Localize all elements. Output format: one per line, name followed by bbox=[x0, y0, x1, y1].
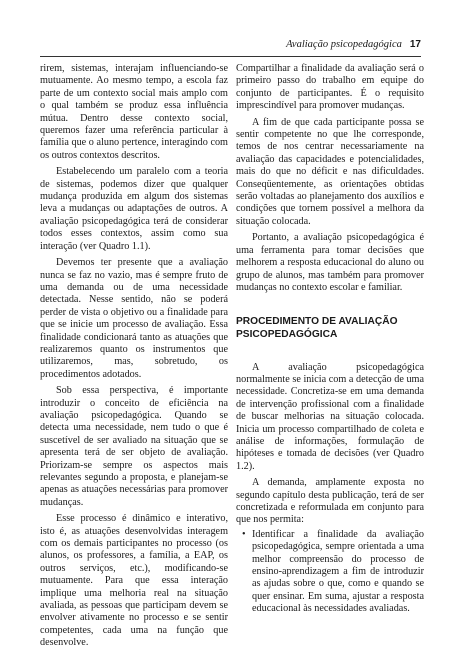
bullet-icon: • bbox=[242, 528, 246, 540]
paragraph: Estabelecendo um paralelo com a teoria de sistemas, podemos dizer que qualquer mudança produzida em algum dos sistemas leva a mudanças ou adaptações de outros. A avaliação psicopedagógica terá de considerar todos esses contextos, assim como sua interação (ver Quadro 1.1). bbox=[40, 166, 228, 252]
right-column bbox=[236, 63, 424, 616]
paragraph: A demanda, amplamente exposta no segundo capítulo desta publicação, terá de ser concretizada e reformulada em conjunto para que nos permita: bbox=[236, 477, 424, 526]
paragraph: A avaliação psicopedagógica normalmente se inicia com a detecção de uma necessidade. Concretiza-se em uma demanda de intervenção profissional com a finalidade de buscar melhorias na situação colocada. Inicia um processo compartilhado de coleta e análise de informações, formulação de hipóteses e tomada de decisões (ver Quadro 1.2). bbox=[236, 361, 424, 472]
paragraph: Esse processo é dinâmico e interativo, isto é, as atuações desenvolvidas interagem com os demais participantes no processo (os alunos, os professores, a família, a EAP, os outros serviços, etc.), modificando-se mutuamente. Para que essa interação implique uma melhoria real na situação avaliada, as pessoas que participam devem se envolver ativamente no processo e se sentir competentes, cada uma na função que desenvolve. bbox=[40, 513, 228, 649]
section-heading: PROCEDIMENTO DE AVALIAÇÃO PSICOPEDAGÓGICA bbox=[236, 316, 398, 340]
header-rule bbox=[40, 56, 421, 57]
paragraph: Compartilhar a finalidade da avaliação será o primeiro passo do trabalho em equipe do conjunto de participantes. É o requisito imprescindível para promover mudanças. bbox=[236, 63, 424, 112]
list-item bbox=[236, 529, 424, 616]
left-column bbox=[40, 63, 228, 650]
running-title: Avaliação psicopedagógica bbox=[286, 39, 402, 50]
bullet-list bbox=[236, 529, 424, 616]
paragraph: Portanto, a avaliação psicopedagógica é uma ferramenta para tomar decisões que melhorem a resposta educacional do aluno ou grupo de alunos, mas também para promover mudanças no contexto escolar e familiar. bbox=[236, 232, 424, 293]
list-item-text: Identificar a finalidade da avaliação psicopedagógica, sempre orientada a uma melhor compreensão do processo de ensino-aprendizagem a fim de introduzir as ajudas sobre o que, como e quando se quer ensinar. Em suma, ajustar a resposta educacional às necessidades avaliadas. bbox=[252, 528, 424, 615]
paragraph: rirem, sistemas, interajam influenciando-se mutuamente. Ao mesmo tempo, a escola faz parte de um contexto social mais amplo com o qual também se produz essa influência mútua. Dentro desse contexto social, queremos fazer uma referência particular à família que o aluno pertence, interagindo com os outros contextos descritos. bbox=[40, 63, 228, 161]
paragraph: A fim de que cada participante possa se sentir competente no que lhe corresponde, temos de nos centrar necessariamente na avaliação das capacidades e potencialidades, mais do que no déficit e nas dificuldades. Conseqüentemente, as orientações obtidas serão voltadas ao planejamento dos auxílios e condições que tornem possível a melhora da situação colocada. bbox=[236, 116, 424, 227]
running-header bbox=[40, 39, 421, 53]
paragraph: Devemos ter presente que a avaliação nunca se faz no vazio, mas é sempre fruto de uma demanda ou de uma necessidade detectada. Nesse sentido, não se poderá perder de vista o objetivo ou a finalidade para que se inicie um processo de avaliação. Essa finalidade condicionará tanto as atuações que realizaremos quanto os instrumentos que utilizaremos, mas, sobretudo, os procedimentos adotados. bbox=[40, 257, 228, 380]
paragraph: Sob essa perspectiva, é importante introduzir o conceito de eficiência na avaliação psicopedagógica. Quando se detecta uma necessidade, nem tudo o que é suscetível de ser avaliado na situação que se apresenta terá de ser objeto de avaliação. Priorizam-se sempre os aspectos mais relevantes segundo a proposta, e planejam-se apenas as atuações necessárias para promover mudanças. bbox=[40, 385, 228, 508]
page-number: 17 bbox=[409, 39, 421, 50]
